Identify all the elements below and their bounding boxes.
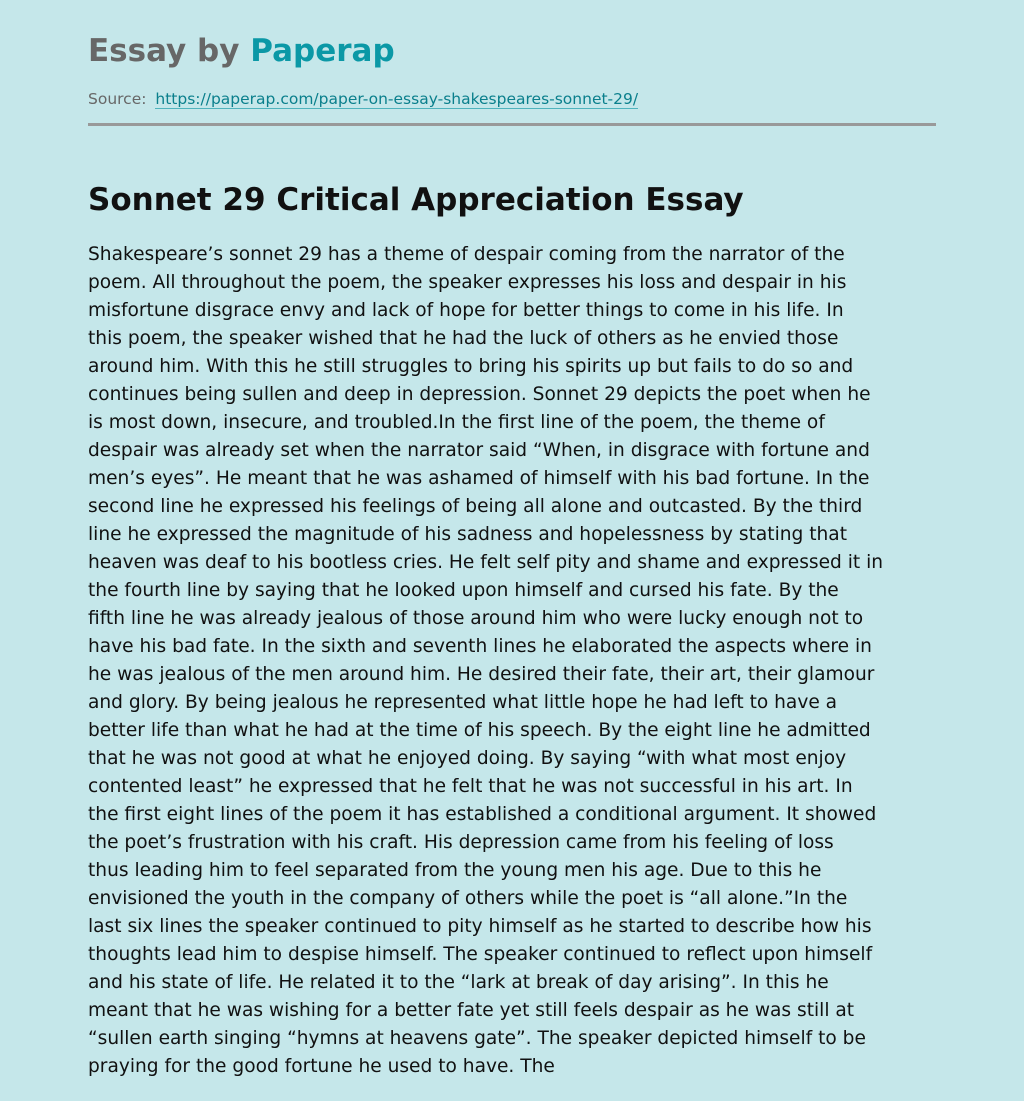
essay-line: second line he expressed his feelings of being all alone and outcasted. By the third: [88, 496, 863, 517]
essay-line: Shakespeare’s sonnet 29 has a theme of despair coming from the narrator of the: [88, 244, 845, 265]
essay-line: contented least” he expressed that he felt that he was not successful in his art. In: [88, 776, 853, 797]
essay-line: heaven was deaf to his bootless cries. He felt self pity and shame and expressed it in: [88, 552, 884, 573]
essay-line: envisioned the youth in the company of others while the poet is “all alone.”In the: [88, 888, 848, 909]
essay-line: misfortune disgrace envy and lack of hope for better things to come in his life. In: [88, 300, 844, 321]
essay-line: this poem, the speaker wished that he had the luck of others as he envied those: [88, 328, 839, 349]
essay-line: praying for the good fortune he used to have. The: [88, 1056, 555, 1077]
brand-prefix: Essay by: [88, 33, 251, 69]
essay-line: have his bad fate. In the sixth and seventh lines he elaborated the aspects where in: [88, 636, 872, 657]
essay-line: men’s eyes”. He meant that he was ashamed of himself with his bad fortune. In the: [88, 468, 870, 489]
essay-line: meant that he was wishing for a better fate yet still feels despair as he was still at: [88, 1000, 855, 1021]
essay-line: fifth line he was already jealous of those around him who were lucky enough not to: [88, 608, 864, 629]
source-line: [88, 89, 638, 109]
page-title: Sonnet 29 Critical Appreciation Essay: [88, 182, 744, 218]
essay-line: around him. With this he still struggles to bring his spirits up but fails to do so and: [88, 356, 854, 377]
site-brand: [88, 33, 395, 69]
essay-line: the poet’s frustration with his craft. His depression came from his feeling of loss: [88, 832, 834, 853]
essay-line: thoughts lead him to despise himself. The speaker continued to reflect upon himself: [88, 944, 873, 965]
essay-line: is most down, insecure, and troubled.In the first line of the poem, the theme of: [88, 412, 825, 433]
source-link[interactable]: https://paperap.com/paper-on-essay-shakespeares-sonnet-29/: [155, 90, 639, 108]
essay-line: and his state of life. He related it to the “lark at break of day arising”. In this he: [88, 972, 829, 993]
essay-line: better life than what he had at the time of his speech. By the eight line he admitted: [88, 720, 871, 741]
brand-name: Paperap: [250, 33, 395, 69]
essay-line: the fourth line by saying that he looked upon himself and cursed his fate. By the: [88, 580, 839, 601]
essay-line: that he was not good at what he enjoyed doing. By saying “with what most enjoy: [88, 748, 847, 769]
essay-line: poem. All throughout the poem, the speaker expresses his loss and despair in his: [88, 272, 847, 293]
essay-line: continues being sullen and deep in depression. Sonnet 29 depicts the poet when he: [88, 384, 871, 405]
essay-line: the first eight lines of the poem it has established a conditional argument. It showed: [88, 804, 877, 825]
essay-line: thus leading him to feel separated from the young men his age. Due to this he: [88, 860, 822, 881]
essay-line: despair was already set when the narrator said “When, in disgrace with fortune and: [88, 440, 870, 461]
essay-line: and glory. By being jealous he represented what little hope he had left to have a: [88, 692, 838, 713]
source-label: Source:: [88, 90, 147, 108]
essay-line: “sullen earth singing “hymns at heavens gate”. The speaker depicted himself to be: [88, 1028, 866, 1049]
essay-line: he was jealous of the men around him. He desired their fate, their art, their glamour: [88, 664, 875, 685]
essay-line: line he expressed the magnitude of his sadness and hopelessness by stating that: [88, 524, 847, 545]
header-divider: [88, 123, 936, 126]
essay-line: last six lines the speaker continued to pity himself as he started to describe how his: [88, 916, 872, 937]
essay-body: [88, 241, 936, 1081]
